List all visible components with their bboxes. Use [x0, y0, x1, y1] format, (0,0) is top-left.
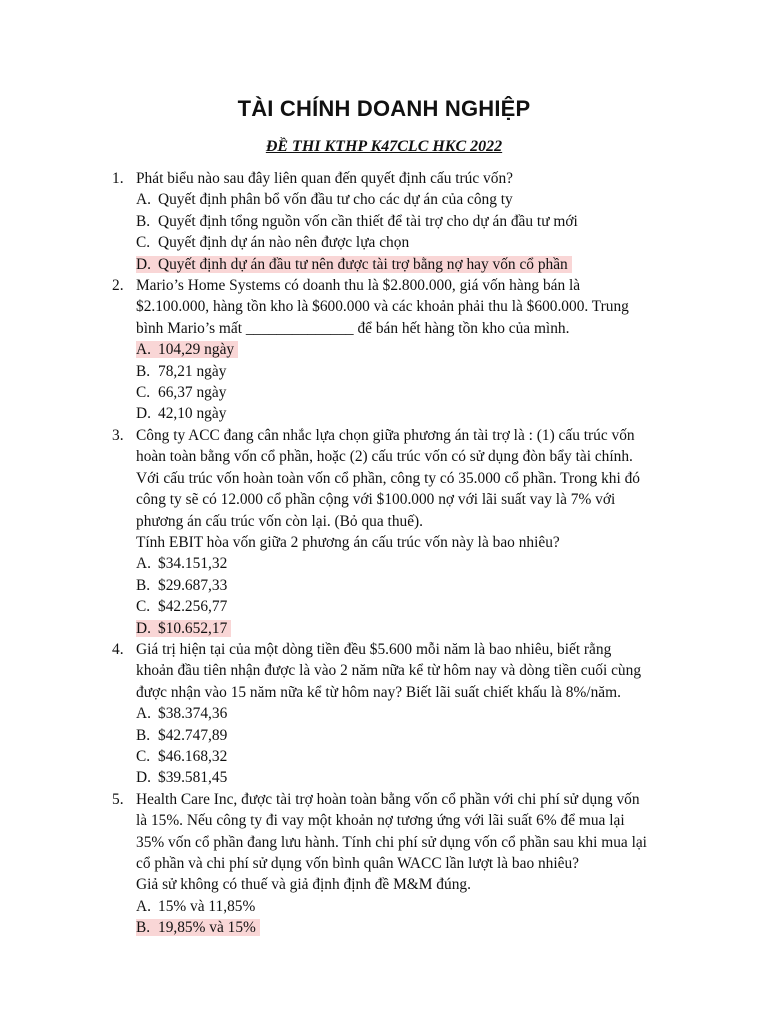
question-text-line: $2.100.000, hàng tồn kho là $600.000 và các khoản phải thu là $600.000. Trung [136, 298, 629, 316]
question-text-line: Công ty ACC đang cân nhắc lựa chọn giữa phương án tài trợ là : (1) cấu trúc vốn [136, 426, 635, 444]
question-number: 4. [112, 640, 124, 658]
answer-option-content [136, 598, 227, 615]
option-letter: B. [136, 576, 151, 594]
option-text: $42.747,89 [158, 726, 228, 744]
question-text-line: là 15%. Nếu công ty đi vay một khoản nợ tương ứng với lãi suất 6% để mua lại [136, 812, 625, 830]
answer-option [136, 254, 712, 275]
option-text: 42,10 ngày [158, 405, 227, 423]
question-number: 5. [112, 790, 124, 808]
option-text: 104,29 ngày [158, 341, 235, 359]
question-number: 3. [112, 426, 124, 444]
question-text-line: phương án cấu trúc vốn còn lại. (Bỏ qua thuế). [136, 512, 424, 530]
answer-option [136, 382, 712, 403]
option-text: Quyết định tổng nguồn vốn cần thiết để tài trợ cho dự án đầu tư mới [158, 212, 578, 230]
option-text: 19,85% và 15% [158, 919, 256, 937]
option-text: 15% và 11,85% [158, 897, 256, 915]
answer-option [136, 575, 712, 596]
option-letter: D. [136, 769, 151, 787]
option-letter: A. [136, 341, 151, 359]
option-text: $29.687,33 [158, 576, 228, 594]
option-letter: D. [136, 255, 151, 273]
answer-option [136, 917, 712, 938]
option-letter: B. [136, 362, 151, 380]
answer-option [136, 896, 712, 917]
answer-option [136, 596, 712, 617]
question-text-line: Giả sử không có thuế và giả định định đề M&M đúng. [136, 876, 471, 894]
option-text: $42.256,77 [158, 598, 228, 616]
option-text: $39.581,45 [158, 769, 228, 787]
answer-option-content [136, 555, 227, 572]
question-text-line: Phát biểu nào sau đây liên quan đến quyết định cấu trúc vốn? [136, 170, 513, 187]
option-letter: C. [136, 747, 151, 765]
option-letter: C. [136, 598, 151, 616]
option-text: Quyết định dự án đầu tư nên được tài trợ bằng nợ hay vốn cổ phần [158, 255, 568, 273]
option-text: $38.374,36 [158, 705, 228, 723]
answer-option-content [136, 384, 226, 401]
answer-option-content [136, 898, 255, 915]
question-text-line: cổ phần và chi phí sử dụng vốn bình quân WACC lần lượt là bao nhiêu? [136, 855, 580, 872]
option-letter: A. [136, 191, 151, 209]
highlighted-answer [136, 919, 260, 936]
question-text-line: Mario’s Home Systems có doanh thu là $2.800.000, giá vốn hàng bán là [136, 277, 581, 295]
answer-option-content [136, 213, 578, 230]
question-5 [112, 789, 712, 939]
answer-option [136, 553, 712, 574]
answer-option [136, 746, 712, 767]
option-letter: C. [136, 234, 151, 252]
answer-option-content [136, 234, 409, 251]
option-letter: D. [136, 405, 151, 423]
question-text-line: Giá trị hiện tại của một dòng tiền đều $5.600 mỗi năm là bao nhiêu, biết rằng [136, 640, 612, 658]
question-text-line: được nhận vào 15 năm nữa kể từ hôm nay? Biết lãi suất chiết khấu là 8%/năm. [136, 683, 621, 701]
document-title: TÀI CHÍNH DOANH NGHIỆP [237, 96, 531, 121]
answer-option-content [136, 405, 226, 422]
answer-option [136, 339, 712, 360]
question-text-line: công ty sẽ có 12.000 cổ phần cộng với $100.000 nợ với lãi suất vay là 7% với [136, 491, 616, 509]
answer-option-content [136, 769, 227, 786]
question-4 [112, 639, 712, 789]
highlighted-answer [136, 256, 572, 273]
question-text-line: hoàn toàn bằng vốn cổ phần, hoặc (2) cấu trúc vốn có sử dụng đòn bẩy tài chính. [136, 448, 633, 466]
answer-option [136, 703, 712, 724]
question-text-line: bình Mario’s mất ______________ để bán hết hàng tồn kho của mình. [136, 319, 570, 337]
question-3 [112, 425, 712, 639]
option-text: Quyết định phân bổ vốn đầu tư cho các dự án của công ty [158, 191, 513, 209]
option-text: 78,21 ngày [158, 362, 227, 380]
question-1 [112, 168, 712, 275]
option-letter: B. [136, 919, 151, 937]
option-text: $10.652,17 [158, 619, 228, 637]
question-text-line: Tính EBIT hòa vốn giữa 2 phương án cấu trúc vốn này là bao nhiêu? [136, 533, 560, 551]
option-letter: A. [136, 897, 151, 915]
highlighted-answer [136, 341, 238, 358]
answer-option-content [136, 748, 227, 765]
option-letter: D. [136, 619, 151, 637]
highlighted-answer [136, 620, 231, 637]
option-text: $46.168,32 [158, 747, 228, 765]
question-text-line: khoản đầu tiên nhận được là vào 2 năm nữa kể từ hôm nay và dòng tiền cuối cùng [136, 662, 642, 680]
option-letter: A. [136, 705, 151, 723]
option-text: Quyết định dự án nào nên được lựa chọn [158, 234, 410, 252]
answer-option [136, 403, 712, 424]
answer-option [136, 361, 712, 382]
question-text-line: Với cấu trúc vốn hoàn toàn vốn cổ phần, công ty có 35.000 cổ phần. Trong khi đó [136, 469, 640, 487]
answer-option [136, 189, 712, 210]
answer-option-content [136, 191, 513, 208]
answer-option [136, 232, 712, 253]
answer-option-content [136, 363, 226, 380]
option-text: $34.151,32 [158, 555, 228, 573]
answer-option [136, 618, 712, 639]
answer-option-content [136, 727, 227, 744]
exam-subtitle: ĐỀ THI KTHP K47CLC HKC 2022 [265, 138, 503, 155]
question-number: 2. [112, 277, 124, 295]
option-text: 66,37 ngày [158, 384, 227, 402]
question-2 [112, 275, 712, 425]
answer-option [136, 767, 712, 788]
answer-option-content [136, 705, 227, 722]
option-letter: B. [136, 212, 151, 230]
question-list [112, 168, 712, 939]
answer-option [136, 211, 712, 232]
option-letter: C. [136, 384, 151, 402]
option-letter: A. [136, 555, 151, 573]
answer-option [136, 725, 712, 746]
answer-option-content [136, 577, 227, 594]
question-text-line: Health Care Inc, được tài trợ hoàn toàn bằng vốn cổ phần với chi phí sử dụng vốn [136, 790, 640, 808]
question-text-line: 35% vốn cổ phần đang lưu hành. Tính chi phí sử dụng vốn cổ phần sau khi mua lại [136, 833, 647, 851]
question-number: 1. [112, 170, 124, 187]
option-letter: B. [136, 726, 151, 744]
